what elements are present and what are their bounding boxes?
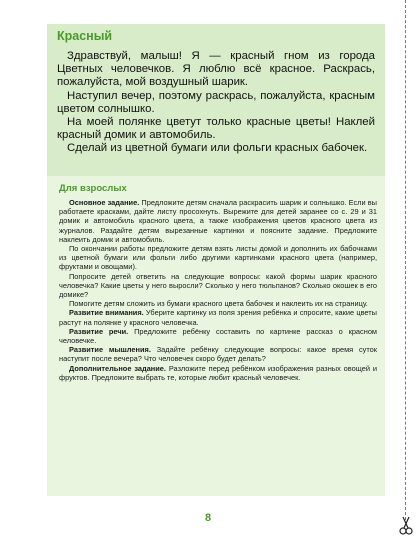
- label: Основное задание.: [69, 198, 140, 207]
- adults-text: [59, 198, 377, 382]
- paragraph: Сделай из цветной бумаги или фольги красных бабочек.: [67, 142, 368, 155]
- text: Задайте ребёнку следующие вопросы: какое время суток наступит после вечера? Что человечек скоро будет делать?: [59, 345, 377, 364]
- paragraph: По окончании работы предложите детям взять листы домой и дополнить их бабочками из цветной бумаги или фольги либо другими картинками красного цвета (например, фруктами и овощами).: [59, 244, 377, 272]
- text: Предложите детям сначала раскрасить шарик и солнышко. Если вы работаете красками, дайте листу просохнуть. Вырежите для детей заранее со с. 29 и 31 домик и автомобиль красного цвета, а также изображения цветов красного цвета из журналов. Раздайте детям вырезанные картинки и поясните задание. Предложите наклеить домик и автомобиль.: [59, 198, 377, 244]
- section-title: Красный: [57, 29, 113, 43]
- text: Разложите перед ребёнком изображения разных овощей и фруктов. Предложите выбрать те, которые любит красный человечек.: [59, 363, 377, 382]
- paragraph: Помогите детям сложить из бумаги красного цвета бабочек и наклеить их на страницу.: [69, 299, 368, 309]
- adults-section: [47, 176, 385, 496]
- adults-title: Для взрослых: [59, 183, 127, 194]
- paragraph-thinking: [59, 345, 377, 363]
- cut-line: [405, 0, 406, 520]
- text: Предложите ребёнку составить по картинке рассказ о красном человечке.: [59, 326, 378, 346]
- paragraph-attention: [59, 308, 377, 326]
- page-number: 8: [204, 512, 212, 524]
- label: Дополнительное задание.: [69, 363, 166, 373]
- paragraph-extra-task: [59, 364, 377, 382]
- label: Развитие внимания.: [69, 308, 144, 318]
- text: Уберите картинку из поля зрения ребёнка и спросите, какие цветы растут на полянке у красного человечка.: [59, 308, 377, 327]
- paragraph: Попросите детей ответить на следующие вопросы: какой формы шарик красного человечка? Какие цветы у него выросли? Сколько у него тюльпанов? Сколько окошек в его домике?: [59, 271, 377, 300]
- paragraph: Наступил вечер, поэтому раскрась, пожалуйста, красным цветом солнышко.: [57, 89, 375, 115]
- label: Развитие мышления.: [69, 345, 151, 355]
- label: Развитие речи.: [69, 326, 129, 336]
- paragraph: На моей полянке цветут только красные цветы! Наклей красный домик и автомобиль.: [57, 116, 375, 142]
- paragraph: Здравствуй, малыш! Я — красный гном из города Цветных человечков. Я люблю всё красное. Раскрась, пожалуйста, мой воздушный шарик.: [57, 50, 375, 89]
- child-task-panel: [47, 24, 385, 176]
- scissors-icon: [398, 516, 414, 536]
- paragraph-main-task: [59, 198, 377, 244]
- paragraph-speech: [59, 327, 377, 345]
- child-task-text: [57, 50, 375, 156]
